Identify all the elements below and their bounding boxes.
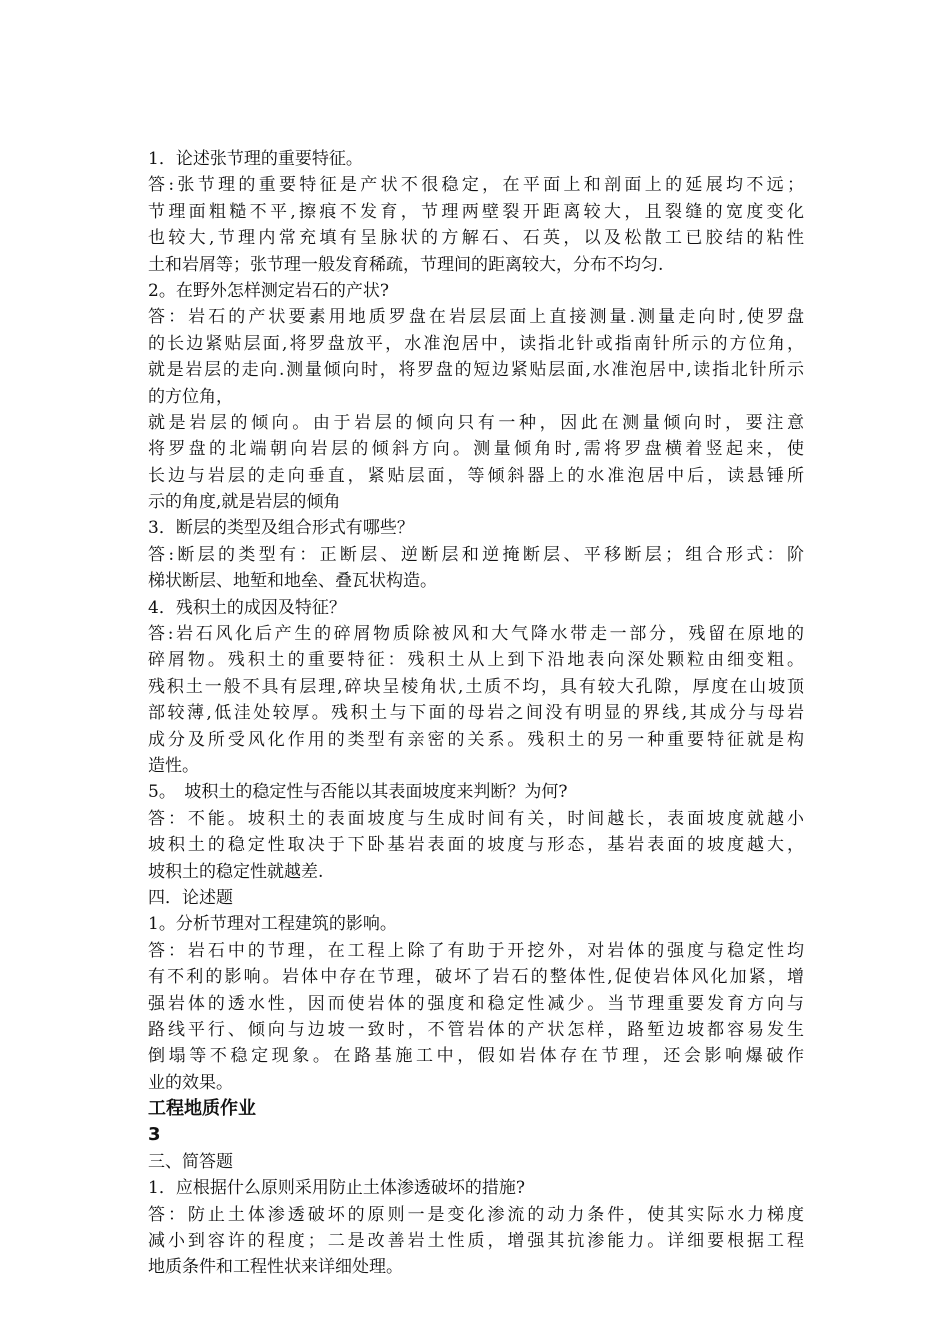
question-heading: 1。分析节理对工程建筑的影响。 xyxy=(148,914,397,935)
answer-text: 有不利的影响。岩体中存在节理，破坏了岩石的整体性,促使岩体风化加紧，增 xyxy=(148,967,804,988)
answer-text: 答:张节理的重要特征是产状不很稳定，在平面上和剖面上的延展均不远； xyxy=(148,175,804,196)
assignment-title: 工程地质作业 xyxy=(148,1098,256,1120)
question-heading: 3．断层的类型及组合形式有哪些？ xyxy=(148,518,414,539)
answer-text: 强岩体的透水性，因而使岩体的强度和稳定性减少。当节理重要发育方向与 xyxy=(148,993,804,1014)
answer-text: 将罗盘的北端朝向岩层的倾斜方向。测量倾角时,需将罗盘横着竖起来，使 xyxy=(148,439,804,460)
question-heading: 5。 坡积土的稳定性与否能以其表面坡度来判断？为何? xyxy=(148,782,568,803)
answer-text: 造性。 xyxy=(148,755,199,776)
answer-text: 梯状断层、地堑和地垒、叠瓦状构造。 xyxy=(148,571,437,592)
answer-text: 业的效果。 xyxy=(148,1072,233,1093)
answer-text: 成分及所受风化作用的类型有亲密的关系。残积土的另一种重要特征就是构 xyxy=(148,729,804,750)
answer-text: 答：不能。坡积土的表面坡度与生成时间有关，时间越长，表面坡度就越小 xyxy=(148,808,804,829)
section-heading: 四．论述题 xyxy=(148,887,233,908)
answer-text: 也较大,节理内常充填有呈脉状的方解石、石英，以及松散工已胶结的粘性 xyxy=(148,228,804,249)
question-heading: 2。在野外怎样测定岩石的产状? xyxy=(148,280,389,301)
answer-text: 部较薄,低洼处较厚。残积土与下面的母岩之间没有明显的界线,其成分与母岩 xyxy=(148,703,804,724)
answer-text: 残积土一般不具有层理,碎块呈棱角状,土质不均，具有较大孔隙，厚度在山坡顶 xyxy=(148,676,804,697)
answer-text: 坡积土的稳定性取决于下卧基岩表面的坡度与形态，基岩表面的坡度越大， xyxy=(148,835,804,856)
answer-text: 长边与岩层的走向垂直，紧贴层面，等倾斜器上的水准泡居中后，读悬锤所 xyxy=(148,465,804,486)
answer-text: 路线平行、倾向与边坡一致时，不管岩体的产状怎样，路堑边坡都容易发生 xyxy=(148,1019,804,1040)
answer-text: 倒塌等不稳定现象。在路基施工中，假如岩体存在节理，还会影响爆破作 xyxy=(148,1046,804,1067)
answer-text: 答：岩石的产状要素用地质罗盘在岩层层面上直接测量.测量走向时,使罗盘 xyxy=(148,307,804,328)
answer-text: 节理面粗糙不平,擦痕不发育，节理两壁裂开距离较大，且裂缝的宽度变化 xyxy=(148,201,804,222)
answer-text: 的长边紧贴层面,将罗盘放平，水准泡居中，读指北针或指南针所示的方位角， xyxy=(148,333,804,354)
answer-text: 就是岩层的倾向。由于岩层的倾向只有一种，因此在测量倾向时，要注意 xyxy=(148,412,804,433)
answer-text: 答：岩石中的节理，在工程上除了有助于开挖外，对岩体的强度与稳定性均 xyxy=(148,940,804,961)
assignment-number: 3 xyxy=(148,1124,161,1146)
answer-text: 土和岩屑等；张节理一般发育稀疏，节理间的距离较大，分布不均匀. xyxy=(148,254,664,275)
answer-text: 就是岩层的走向.测量倾向时，将罗盘的短边紧贴层面,水准泡居中,读指北针所示 xyxy=(148,360,804,381)
question-heading: 4．残积土的成因及特征？ xyxy=(148,597,346,618)
answer-text: 的方位角， xyxy=(148,386,233,407)
question-heading: 1．应根据什么原则采用防止土体渗透破坏的措施? xyxy=(148,1178,525,1199)
section-heading: 三、简答题 xyxy=(148,1151,233,1172)
answer-text: 地质条件和工程性状来详细处理。 xyxy=(148,1257,403,1278)
answer-text: 答：防止土体渗透破坏的原则一是变化渗流的动力条件，使其实际水力梯度 xyxy=(148,1204,804,1225)
answer-text: 答:岩石风化后产生的碎屑物质除被风和大气降水带走一部分，残留在原地的 xyxy=(148,624,804,645)
document-body xyxy=(148,146,804,1281)
answer-text: 碎屑物。残积土的重要特征：残积土从上到下沿地表向深处颗粒由细变粗。 xyxy=(148,650,804,671)
question-heading: 1．论述张节理的重要特征。 xyxy=(148,149,363,169)
answer-text: 答:断层的类型有：正断层、逆断层和逆掩断层、平移断层；组合形式：阶 xyxy=(148,544,804,565)
answer-text: 坡积土的稳定性就越差. xyxy=(148,861,324,882)
answer-text: 示的角度,就是岩层的倾角 xyxy=(148,492,341,513)
answer-text: 减小到容许的程度；二是改善岩土性质，增强其抗渗能力。详细要根据工程 xyxy=(148,1231,804,1252)
